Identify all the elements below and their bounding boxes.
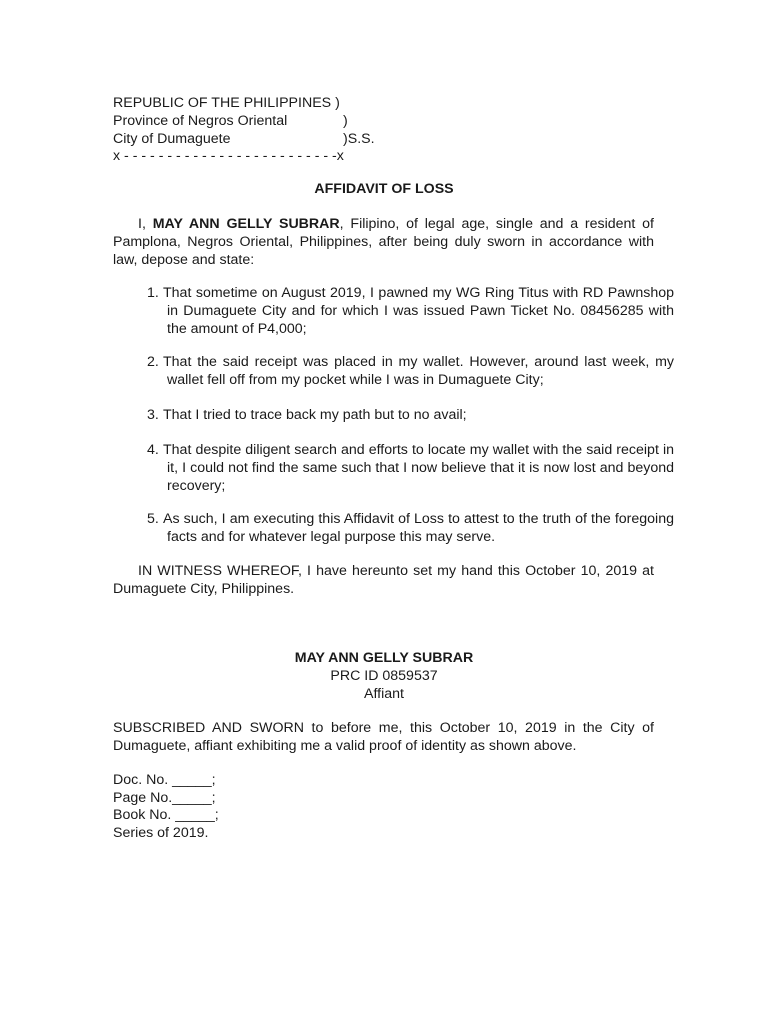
- item-number: 4.: [147, 442, 159, 458]
- list-item: [147, 284, 674, 338]
- intro-paragraph: [113, 215, 654, 269]
- caption-ss: )S.S.: [343, 131, 375, 147]
- caption-divider: x - - - - - - - - - - - - - - - - - - - - - - - - -x: [113, 148, 344, 164]
- affiant-name: MAY ANN GELLY SUBRAR: [152, 216, 340, 232]
- intro-prefix: I,: [138, 216, 153, 232]
- item-text: As such, I am executing this Affidavit of Loss to attest to the truth of the foregoing facts and for whatever legal purpose this may serve.: [163, 511, 674, 545]
- notary-series: Series of 2019.: [113, 825, 209, 841]
- item-number: 3.: [147, 407, 159, 423]
- item-number: 1.: [147, 285, 159, 301]
- item-text: That sometime on August 2019, I pawned my WG Ring Titus with RD Pawnshop in Dumaguete City and for which I was issued Pawn Ticket No. 08456285 with the amount of P4,000;: [163, 285, 674, 337]
- document-title: AFFIDAVIT OF LOSS: [314, 181, 454, 197]
- caption-city: City of Dumaguete: [113, 131, 231, 147]
- witness-paragraph: IN WITNESS WHEREOF, I have hereunto set my hand this October 10, 2019 at Dumaguete City, Philippines.: [113, 563, 654, 597]
- signature-id: PRC ID 0859537: [330, 668, 438, 684]
- intro-rest: , Filipino, of legal age, single and a resident of Pamplona, Negros Oriental, Philippines, after being duly sworn in accordance with law, depose and state:: [113, 216, 654, 268]
- list-item: [147, 510, 674, 546]
- item-text: That I tried to trace back my path but to no avail;: [163, 407, 467, 423]
- signature-role: Affiant: [364, 686, 404, 702]
- list-item: [147, 441, 674, 495]
- caption-republic: REPUBLIC OF THE PHILIPPINES ): [113, 95, 340, 111]
- item-number: 5.: [147, 511, 159, 527]
- caption-province-bracket: ): [343, 113, 348, 129]
- item-number: 2.: [147, 354, 159, 370]
- list-item: [147, 406, 674, 424]
- notary-page-no: Page No._____;: [113, 790, 216, 806]
- item-text: That the said receipt was placed in my wallet. However, around last week, my wallet fell off from my pocket while I was in Dumaguete City;: [163, 354, 674, 388]
- item-text: That despite diligent search and efforts to locate my wallet with the said receipt in it, I could not find the same such that I now believe that it is now lost and beyond recovery;: [163, 442, 674, 494]
- notary-book-no: Book No. _____;: [113, 807, 219, 823]
- notary-doc-no: Doc. No. _____;: [113, 772, 216, 788]
- caption-province: Province of Negros Oriental: [113, 113, 288, 129]
- signature-name: MAY ANN GELLY SUBRAR: [294, 650, 474, 666]
- jurat-paragraph: SUBSCRIBED AND SWORN to before me, this October 10, 2019 in the City of Dumaguete, affiant exhibiting me a valid proof of identity as shown above.: [113, 720, 654, 754]
- list-item: [147, 353, 674, 389]
